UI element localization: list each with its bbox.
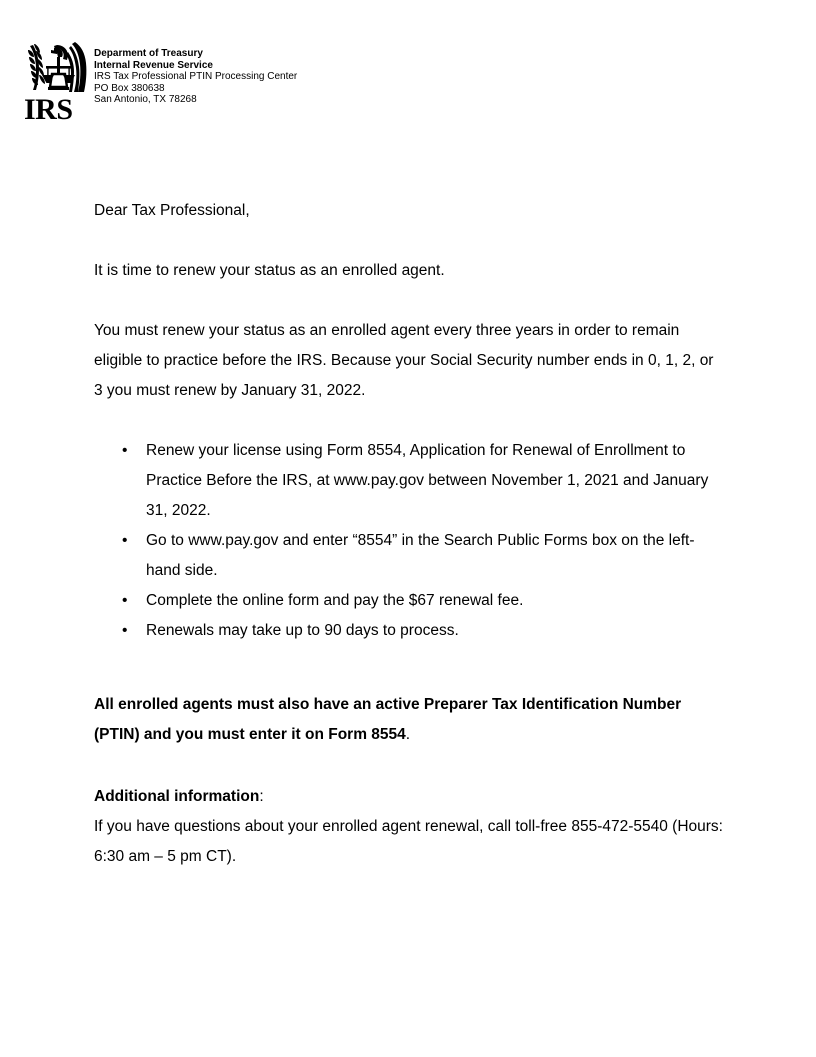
list-item-text: Renewals may take up to 90 days to process.: [146, 622, 459, 639]
agency-office-line: IRS Tax Professional PTIN Processing Center: [94, 71, 298, 83]
renewal-requirement-paragraph: You must renew your status as an enrolled agent every three years in order to remain eligible to practice before the IRS. Because your Social Security number ends in 0, 1, 2, or 3 you must renew by January 31, 2022.: [94, 322, 714, 399]
list-item-text: Complete the online form and pay the $67 renewal fee.: [146, 592, 524, 609]
list-item-text: Renew your license using Form 8554, Application for Renewal of Enrollment to Practice Before the IRS, at www.pay.gov between November 1, 2021 and January 31, 2022.: [146, 442, 709, 519]
additional-information-heading-text: Additional information: [94, 788, 260, 805]
bullet-icon: •: [122, 442, 128, 459]
renewal-steps-list: [94, 436, 724, 646]
additional-information-heading: [94, 782, 724, 812]
bullet-icon: •: [122, 622, 128, 639]
list-item: [94, 436, 724, 526]
agency-po-box-line: PO Box 380638: [94, 82, 165, 94]
salutation: Dear Tax Professional,: [94, 202, 250, 219]
irs-wordmark: IRS: [24, 93, 73, 126]
letterhead: [0, 0, 816, 140]
list-item: [94, 616, 724, 646]
bullet-icon: •: [122, 532, 128, 549]
additional-information-body: If you have questions about your enrolled agent renewal, call toll-free 855-472-5540 (Hours: 6:30 am – 5 pm CT).: [94, 818, 723, 865]
agency-service-line: Internal Revenue Service: [94, 59, 213, 71]
irs-logo: [24, 42, 90, 126]
ptin-requirement-tail-text: .: [405, 726, 411, 743]
letter-body: [94, 196, 724, 872]
additional-information-heading-colon: :: [259, 788, 264, 805]
list-item: [94, 586, 724, 616]
list-item-text: Go to www.pay.gov and enter “8554” in the Search Public Forms box on the left-hand side.: [146, 532, 695, 579]
agency-department-line: Deparment of Treasury: [94, 48, 203, 59]
ptin-requirement-paragraph: [94, 690, 724, 750]
lead-paragraph: It is time to renew your status as an enrolled agent.: [94, 262, 445, 279]
bullet-icon: •: [122, 592, 128, 609]
ptin-requirement-bold-text: All enrolled agents must also have an active Preparer Tax Identification Number (PTIN) and you must enter it on Form 8554: [94, 696, 682, 743]
irs-eagle-scales-seal-icon: [24, 42, 88, 94]
agency-city-state-zip-line: San Antonio, TX 78268: [94, 94, 197, 106]
agency-address-block: [94, 48, 514, 106]
list-item: [94, 526, 724, 586]
